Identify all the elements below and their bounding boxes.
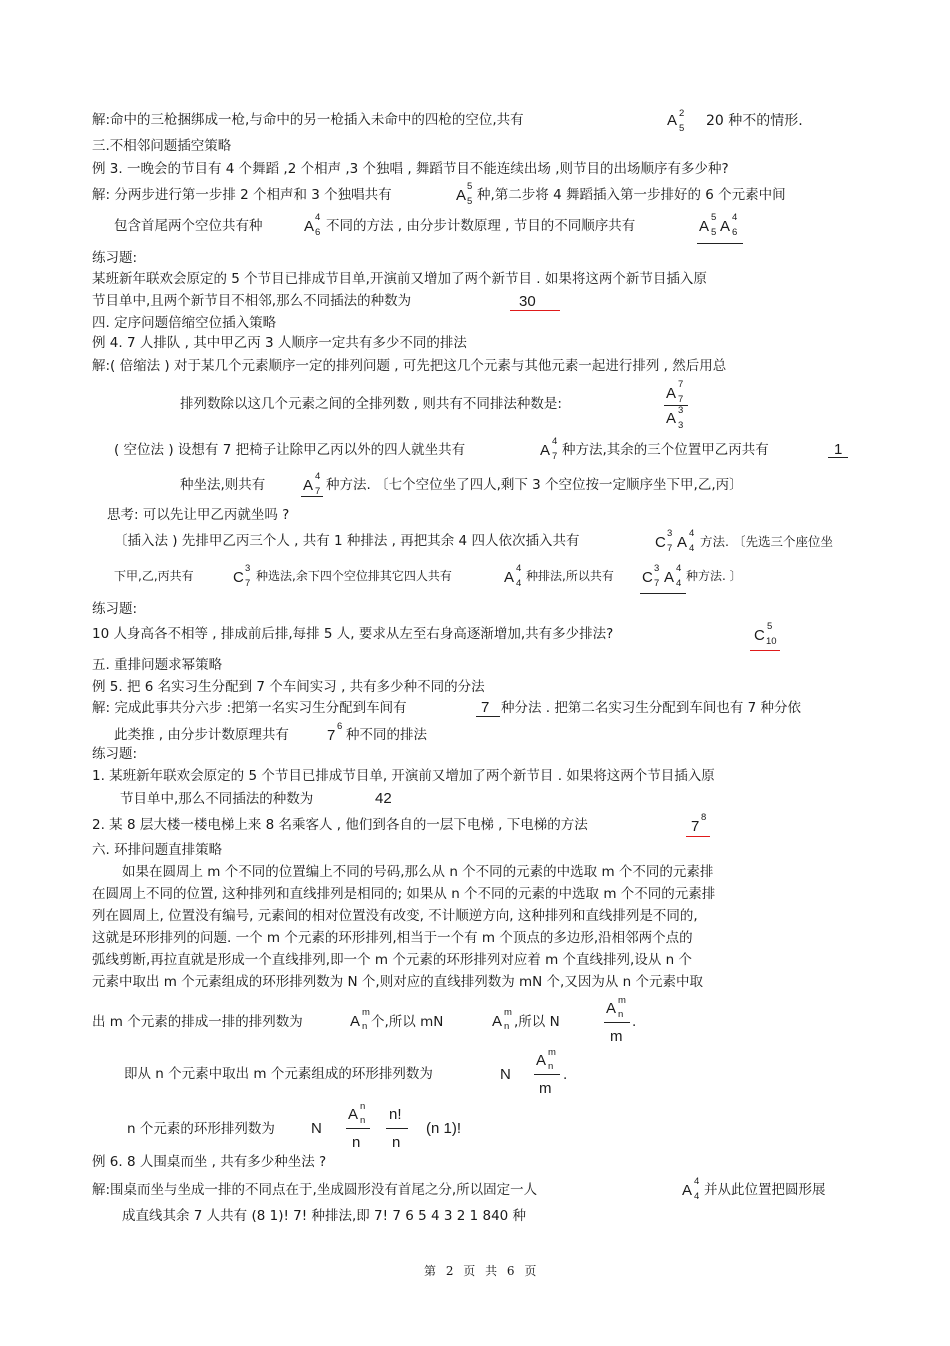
math-sub: 7: [678, 394, 684, 405]
solution-text: 解: 分两步进行第一步排 2 个相声和 3 个独唱共有: [92, 187, 392, 203]
solution-text: 不同的方法 , 由分步计数原理 , 节目的不同顺序共有: [326, 218, 636, 234]
math-period: .: [563, 1067, 568, 1083]
math-sub: 7: [552, 451, 558, 462]
math-sup: 4: [732, 212, 738, 223]
body-text: ,所以 N: [514, 1014, 560, 1030]
answer-underline: [301, 496, 323, 497]
math-sup: 2: [679, 108, 685, 119]
math-sup: 5: [711, 212, 717, 223]
math-sup: 8: [701, 812, 707, 823]
math-sub: 6: [315, 227, 321, 238]
math-sup: 6: [337, 721, 343, 732]
answer-value: 42: [375, 790, 392, 807]
math-sub: 7: [667, 543, 673, 554]
exercise-heading: 练习题:: [92, 250, 138, 266]
math-sup: 4: [676, 563, 682, 574]
fraction-bar: [534, 1074, 560, 1075]
solution-text: 解:围桌而坐与坐成一排的不同点在于,坐成圆形没有首尾之分,所以固定一人: [92, 1182, 538, 1198]
page-footer: 第 2 页 共 6 页: [424, 1264, 540, 1278]
math-sup: m: [618, 995, 626, 1006]
math-N: N: [500, 1066, 511, 1083]
body-text: 弧线剪断,再拉直就是形成一个直线排列,即一个 m 个元素的环形排列对应着 m 个直线排列,设从 n 个: [92, 952, 692, 968]
math-sub: 4: [694, 1191, 700, 1202]
math-nfac: n!: [389, 1106, 402, 1123]
math-A: A: [348, 1106, 359, 1123]
solution-text: 种分法 . 把第二名实习生分配到车间也有 7 种分依: [501, 700, 802, 716]
math-sub: 5: [467, 196, 473, 207]
math-sub: 6: [732, 227, 738, 238]
math-seven: 7: [691, 818, 700, 835]
body-text: n 个元素的环形排列数为: [127, 1121, 275, 1137]
math-A: A: [664, 569, 675, 586]
example-text: 例 3. 一晚会的节目有 4 个舞蹈 ,2 个相声 ,3 个独唱 , 舞蹈节目不能连续出场 ,则节目的出场顺序有多少种?: [92, 161, 729, 177]
math-C: C: [642, 569, 653, 586]
text-line: 解:命中的三枪捆绑成一枪,与命中的另一枪插入未命中的四枪的空位,共有: [92, 112, 524, 128]
exercise-text: 节目单中,那么不同插法的种数为: [120, 791, 314, 807]
solution-text: 解: 完成此事共分六步 :把第一名实习生分配到车间有: [92, 700, 407, 716]
solution-text: 成直线其余 7 人共有 (8 1)! 7! 种排法,即 7! 7 6 5 4 3 2 1 840 种: [122, 1208, 527, 1224]
answer-underline: [640, 593, 686, 594]
answer-value: 1: [834, 441, 843, 458]
math-sub: 7: [654, 578, 660, 589]
exercise-text: 2. 某 8 层大楼一楼电梯上来 8 名乘客人 , 他们到各自的一层下电梯 , 下电梯的方法: [92, 817, 588, 833]
section-heading: 四. 定序问题倍缩空位插入策略: [92, 315, 277, 331]
solution-text: 下甲,乙,丙共有: [114, 569, 194, 583]
solution-text: 此类推 , 由分步计数原理共有: [114, 727, 289, 743]
math-sup: 4: [315, 212, 321, 223]
solution-text: 种方法. 〕: [686, 569, 742, 583]
math-C: C: [233, 569, 244, 586]
solution-text: ( 空位法 ) 设想有 7 把椅子让除甲乙丙以外的四人就坐共有: [114, 442, 466, 458]
solution-text: 排列数除以这几个元素之间的全排列数 , 则共有不同排法种数是:: [180, 396, 562, 412]
math-sup: m: [362, 1007, 370, 1018]
math-sub: n: [618, 1009, 624, 1020]
text-line: 20 种不的情形.: [706, 113, 803, 129]
math-sup: 5: [467, 181, 473, 192]
fraction-bar: [386, 1128, 408, 1129]
solution-text: 种方法,其余的三个位置甲乙丙共有: [562, 442, 769, 458]
math-A: A: [304, 218, 315, 235]
math-sup: 5: [767, 621, 773, 632]
math-sub: 5: [679, 123, 685, 134]
math-sup: m: [548, 1047, 556, 1058]
math-sub: 4: [676, 578, 682, 589]
solution-text: 解:( 倍缩法 ) 对于某几个元素顺序一定的排列问题 , 可先把这几个元素与其他元素一起进行排列 , 然后用总: [92, 358, 727, 374]
section-heading: 六. 环排问题直排策略: [92, 842, 223, 858]
math-A: A: [699, 218, 710, 235]
math-sub: 4: [689, 543, 695, 554]
math-sup: 4: [552, 436, 558, 447]
math-A: A: [303, 477, 314, 494]
body-text: 个,所以 mN: [371, 1014, 444, 1030]
math-sub: n: [362, 1021, 368, 1032]
body-text: 这就是环形排列的问题. 一个 m 个元素的环形排列,相当于一个有 m 个顶点的多边形,沿相邻两个点的: [92, 930, 693, 946]
math-n-minus-1-factorial: (n 1)!: [426, 1120, 462, 1137]
body-text: 出 m 个元素的排成一排的排列数为: [92, 1014, 303, 1030]
body-text: 如果在圆周上 m 个不同的位置编上不同的号码,那么从 n 个不同的元素的中选取 m 个不同的元素排: [122, 864, 714, 880]
body-text: 元素中取出 m 个元素组成的环形排列数为 N 个,则对应的直线排列数为 mN 个,又因为从 n 个元素中取: [92, 974, 703, 990]
fraction-bar: [664, 405, 688, 406]
fraction-bar: [604, 1022, 630, 1023]
math-C: C: [655, 534, 666, 551]
math-A: A: [606, 1000, 617, 1017]
solution-text: 种不同的排法: [346, 727, 427, 743]
answer-value: 30: [519, 293, 536, 310]
exercise-text: 1. 某班新年联欢会原定的 5 个节目已排成节目单, 开演前又增加了两个新节目 . 如果将这两个节目插入原: [92, 768, 715, 784]
math-sub: 5: [711, 227, 717, 238]
math-sub: 7: [245, 578, 251, 589]
solution-text: 并从此位置把圆形展: [704, 1182, 826, 1198]
math-sup: n: [360, 1101, 366, 1112]
math-sup: 4: [315, 471, 321, 482]
exercise-heading: 练习题:: [92, 601, 138, 617]
math-sub: 7: [315, 486, 321, 497]
solution-text: 包含首尾两个空位共有种: [114, 218, 263, 234]
example-text: 例 6. 8 人围桌而坐 , 共有多少种坐法 ?: [92, 1154, 327, 1170]
answer-underline: [476, 716, 500, 717]
exercise-heading: 练习题:: [92, 746, 138, 762]
math-seven: 7: [327, 727, 336, 744]
exercise-text: 10 人身高各不相等 , 排成前后排,每排 5 人, 要求从左至右身高逐渐增加,共有多少排法?: [92, 626, 614, 642]
solution-text: 种选法,余下四个空位排其它四人共有: [256, 569, 452, 583]
solution-text: 种方法. 〔七个空位坐了四人,剩下 3 个空位按一定顺序坐下甲,乙,丙〕: [326, 477, 743, 493]
math-sup: 3: [245, 563, 251, 574]
math-A: A: [456, 187, 467, 204]
answer-underline: [686, 836, 710, 837]
math-A: A: [504, 569, 515, 586]
body-text: 在圆周上不同的位置, 这种排列和直线排列是相同的; 如果从 n 个不同的元素的中选取 m 个不同的元素排: [92, 886, 716, 902]
math-A: A: [666, 385, 677, 402]
answer-underline: [750, 650, 780, 651]
math-sub: n: [360, 1115, 366, 1126]
math-sup: 4: [689, 528, 695, 539]
math-sup: 7: [678, 379, 684, 390]
math-sub: 10: [766, 636, 777, 647]
example-text: 例 4. 7 人排队 , 其中甲乙丙 3 人顺序一定共有多少不同的排法: [92, 335, 467, 351]
answer-underline: [828, 457, 848, 458]
solution-text: 思考: 可以先让甲乙丙就坐吗 ?: [107, 507, 290, 523]
math-A: A: [720, 218, 731, 235]
math-A: A: [667, 112, 678, 129]
math-sub: 4: [516, 578, 522, 589]
math-sup: 3: [678, 405, 684, 416]
math-period: .: [632, 1014, 637, 1030]
math-sup: 4: [516, 563, 522, 574]
answer-underline: [697, 243, 743, 244]
math-sub: n: [504, 1021, 510, 1032]
section-heading: 五. 重排问题求幂策略: [92, 657, 223, 673]
math-sup: 3: [667, 528, 673, 539]
math-C: C: [754, 627, 765, 644]
answer-value: 7: [481, 699, 490, 716]
solution-text: 种,第二步将 4 舞蹈插入第一步排好的 6 个元素中间: [477, 187, 786, 203]
fraction-bar: [346, 1128, 370, 1129]
math-sub: n: [548, 1061, 554, 1072]
math-A: A: [677, 534, 688, 551]
math-m: m: [610, 1028, 623, 1045]
body-text: 列在圆周上, 位置没有编号, 元素间的相对位置没有改变, 不计顺逆方向, 这种排列和直线排列是不同的,: [92, 908, 698, 924]
math-A: A: [350, 1013, 361, 1030]
math-sub: 3: [678, 420, 684, 431]
math-A: A: [666, 410, 677, 427]
solution-text: 种坐法,则共有: [180, 477, 266, 493]
math-m: m: [539, 1080, 552, 1097]
section-heading: 三.不相邻问题插空策略: [92, 138, 232, 154]
body-text: 即从 n 个元素中取出 m 个元素组成的环形排列数为: [124, 1066, 433, 1082]
math-n: n: [352, 1134, 361, 1151]
math-sup: m: [504, 1007, 512, 1018]
exercise-text: 节目单中,且两个新节目不相邻,那么不同插法的种数为: [92, 293, 412, 309]
solution-text: 〔插入法 ) 先排甲乙丙三个人 , 共有 1 种排法 , 再把其余 4 四人依次插入共有: [114, 533, 580, 549]
math-n: n: [392, 1134, 401, 1151]
math-A: A: [536, 1052, 547, 1069]
exercise-text: 某班新年联欢会原定的 5 个节目已排成节目单,开演前又增加了两个新节目 . 如果将这两个新节目插入原: [92, 271, 707, 287]
solution-text: 种排法,所以共有: [526, 569, 614, 583]
math-A: A: [540, 442, 551, 459]
example-text: 例 5. 把 6 名实习生分配到 7 个车间实习 , 共有多少种不同的分法: [92, 679, 485, 695]
math-N: N: [311, 1120, 322, 1137]
math-sup: 3: [654, 563, 660, 574]
math-sup: 4: [694, 1176, 700, 1187]
solution-text: 方法. 〔先选三个座位坐: [700, 534, 833, 549]
math-A: A: [492, 1013, 503, 1030]
answer-underline: [510, 310, 560, 311]
math-A: A: [682, 1182, 693, 1199]
